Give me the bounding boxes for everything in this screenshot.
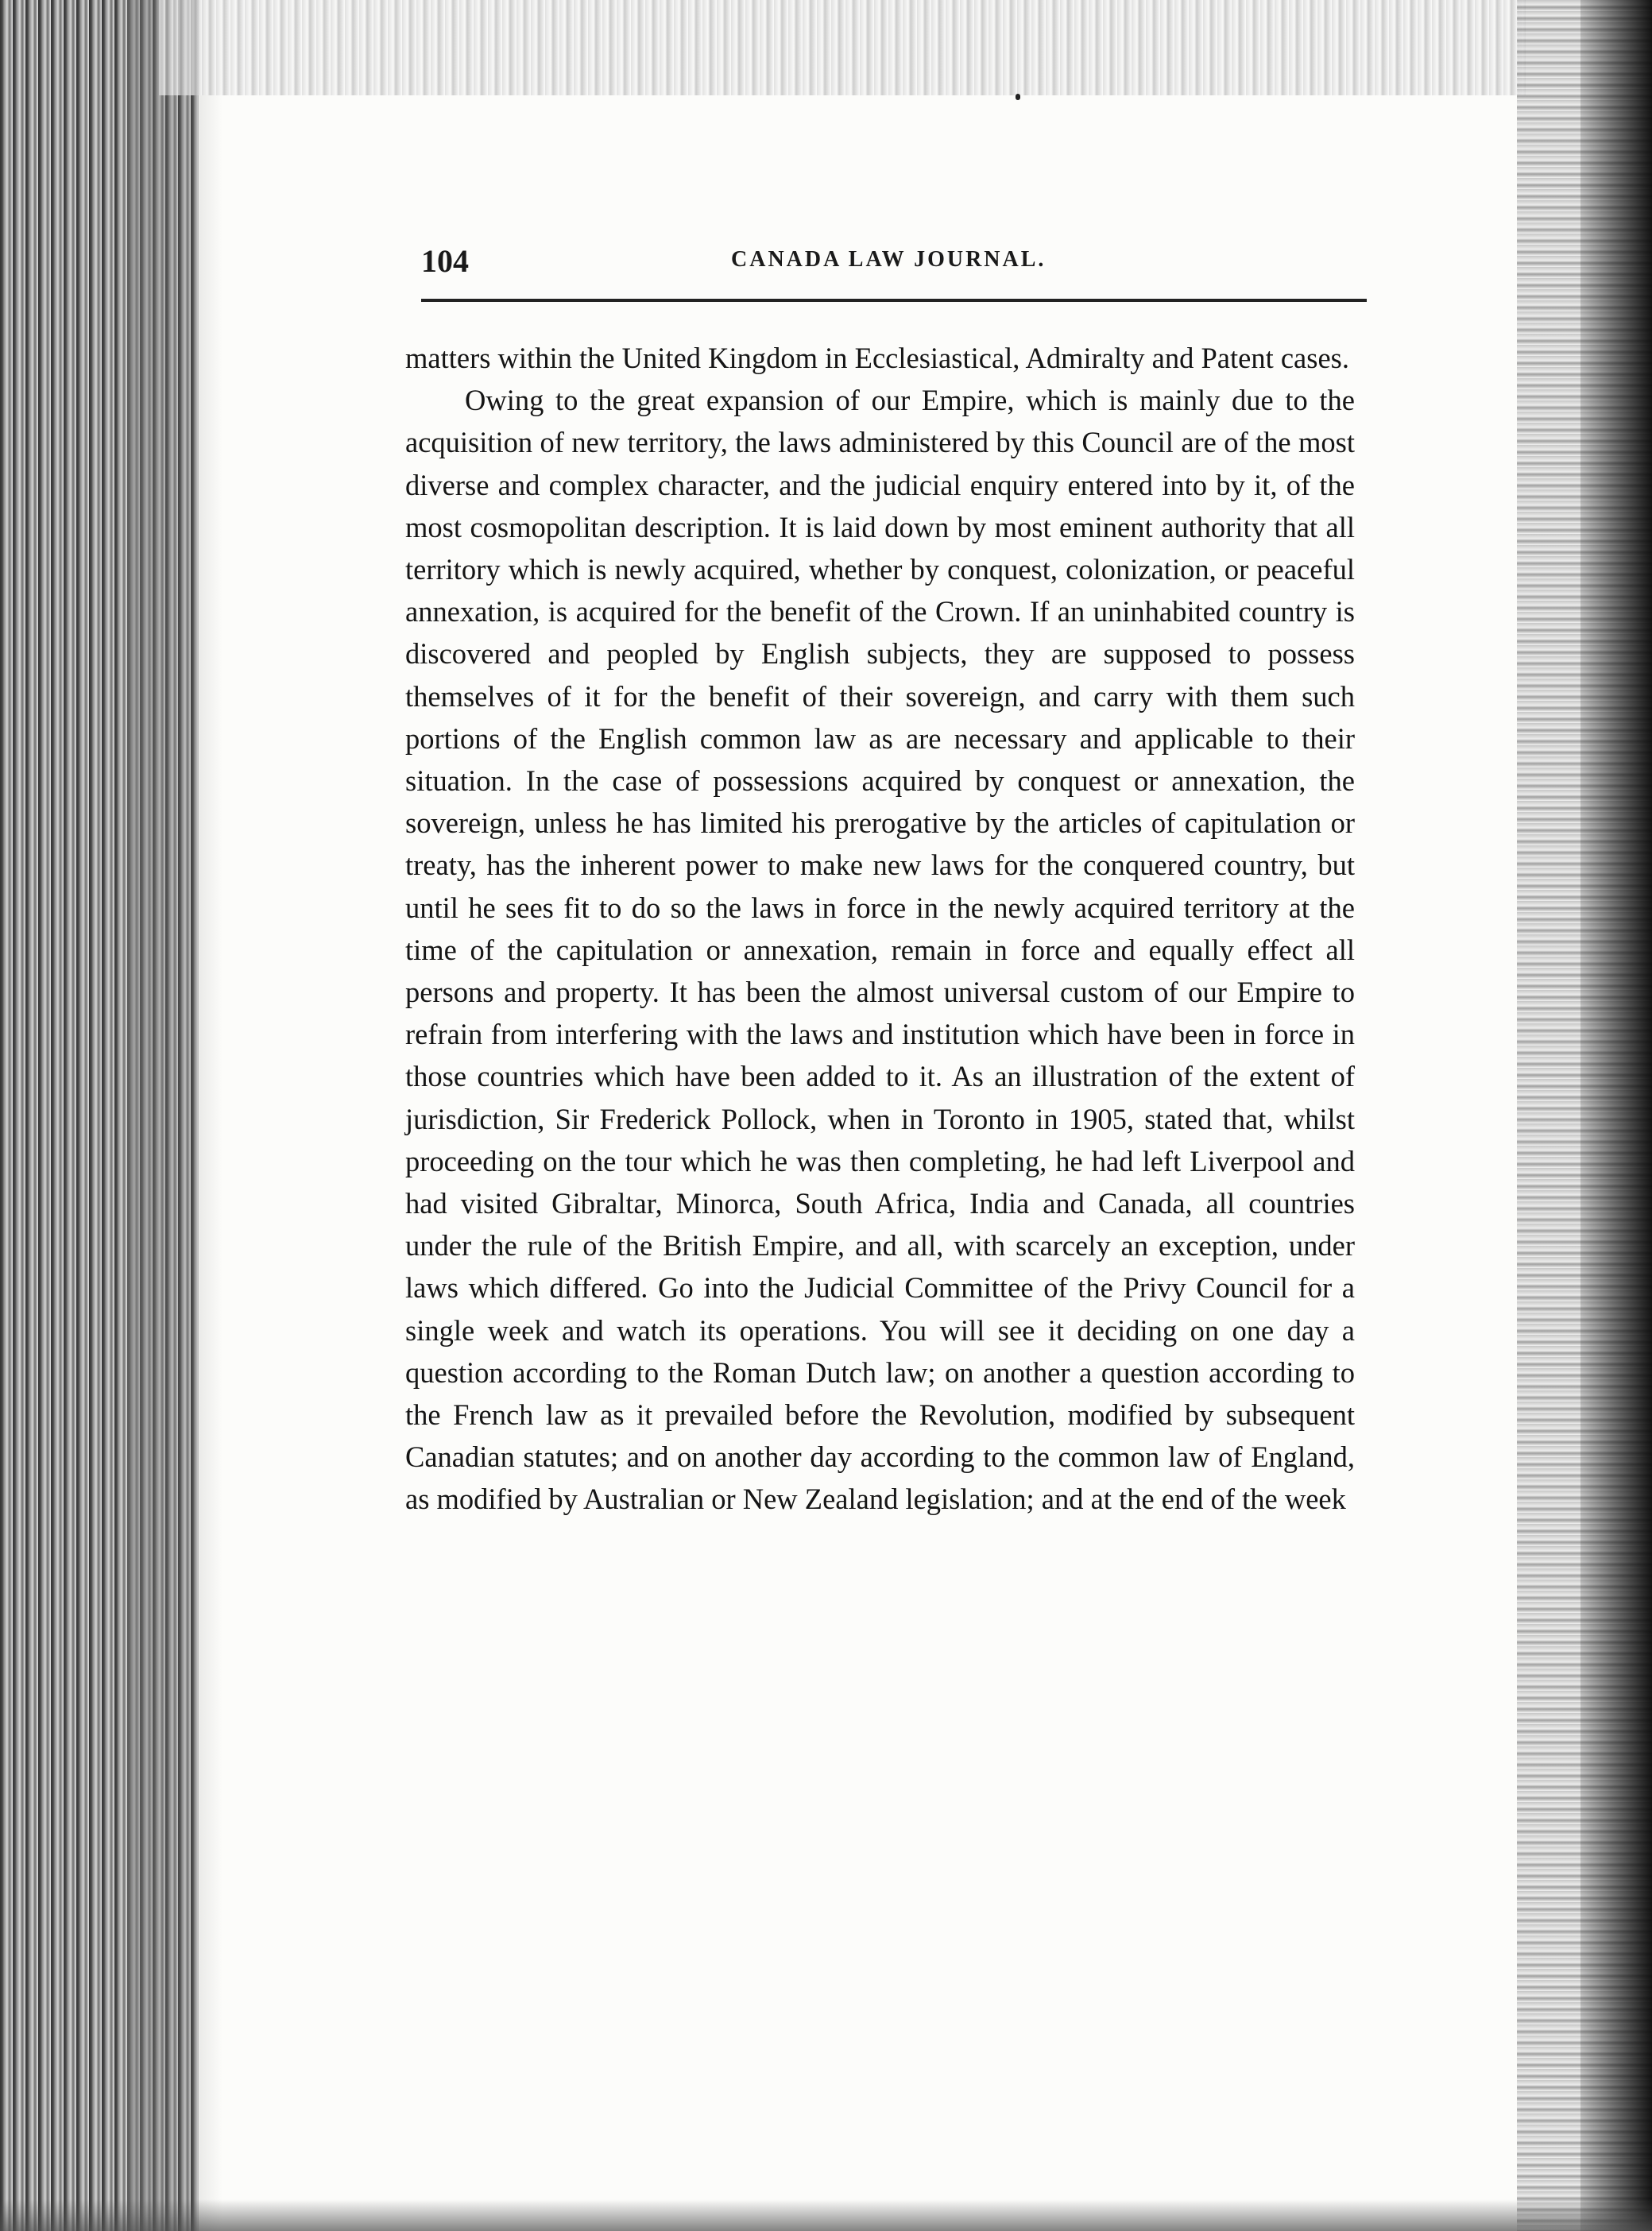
paragraph-continued: matters within the United Kingdom in Ecclesiastical, Admiralty and Patent cases. (405, 342, 1349, 374)
page-number: 104 (421, 243, 469, 279)
body-text (405, 337, 1355, 1521)
ink-speck (1016, 94, 1020, 100)
running-head: CANADA LAW JOURNAL. (731, 247, 1047, 272)
paragraph: Owing to the great expansion of our Empire, which is mainly due to the acquisition of new territory, the laws administered by this Council are of the most diverse and complex character, and the judicial enquiry entered into by it, of the most cosmopolitan description. It is laid down by most eminent authority that all territory which is newly acquired, whether by conquest, colonization, or peaceful annexation, is acquired for the benefit of the Crown. If an uninhabited country is discovered and peopled by English subjects, they are supposed to possess themselves of it for the benefit of their sovereign, and carry with them such portions of the English common law as are necessary and applicable to their situation. In the case of possessions acquired by conquest or annexation, the sovereign, unless he has limited his prerogative by the articles of capitulation or treaty, has the inherent power to make new laws for the conquered country, but until he sees fit to do so the laws in force in the newly acquired territory at the time of the capitulation or annexation, remain in force and equally effect all persons and property. It has been the almost universal custom of our Empire to refrain from interfering with the laws and institution which have been in force in those countries which have been added to it. As an illustration of the extent of jurisdiction, Sir Frederick Pollock, when in Toronto in 1905, stated that, whilst proceeding on the tour which he was then completing, he had left Liverpool and had visited Gibraltar, Minorca, South Africa, India and Canada, all countries under the rule of the British Empire, and all, with scarcely an exception, under laws which differed. Go into the Judicial Committee of the Privy Council for a single week and watch its operations. You will see it deciding on one day a question according to the Roman Dutch law; on another a question according to the French law as it prevailed before the Revolution, modified by subsequent Canadian statutes; and on another day according to the common law of England, as modified by Australian or New Zealand legislation; and at the end of the week (405, 384, 1355, 1516)
header-rule (421, 299, 1367, 302)
scan-edge-top (159, 0, 1526, 95)
page-header (421, 242, 1367, 290)
scan-edge-left-shadow (127, 0, 222, 2231)
scan-edge-bottom (0, 2199, 1652, 2231)
scan-edge-right-shadow (1580, 0, 1652, 2231)
